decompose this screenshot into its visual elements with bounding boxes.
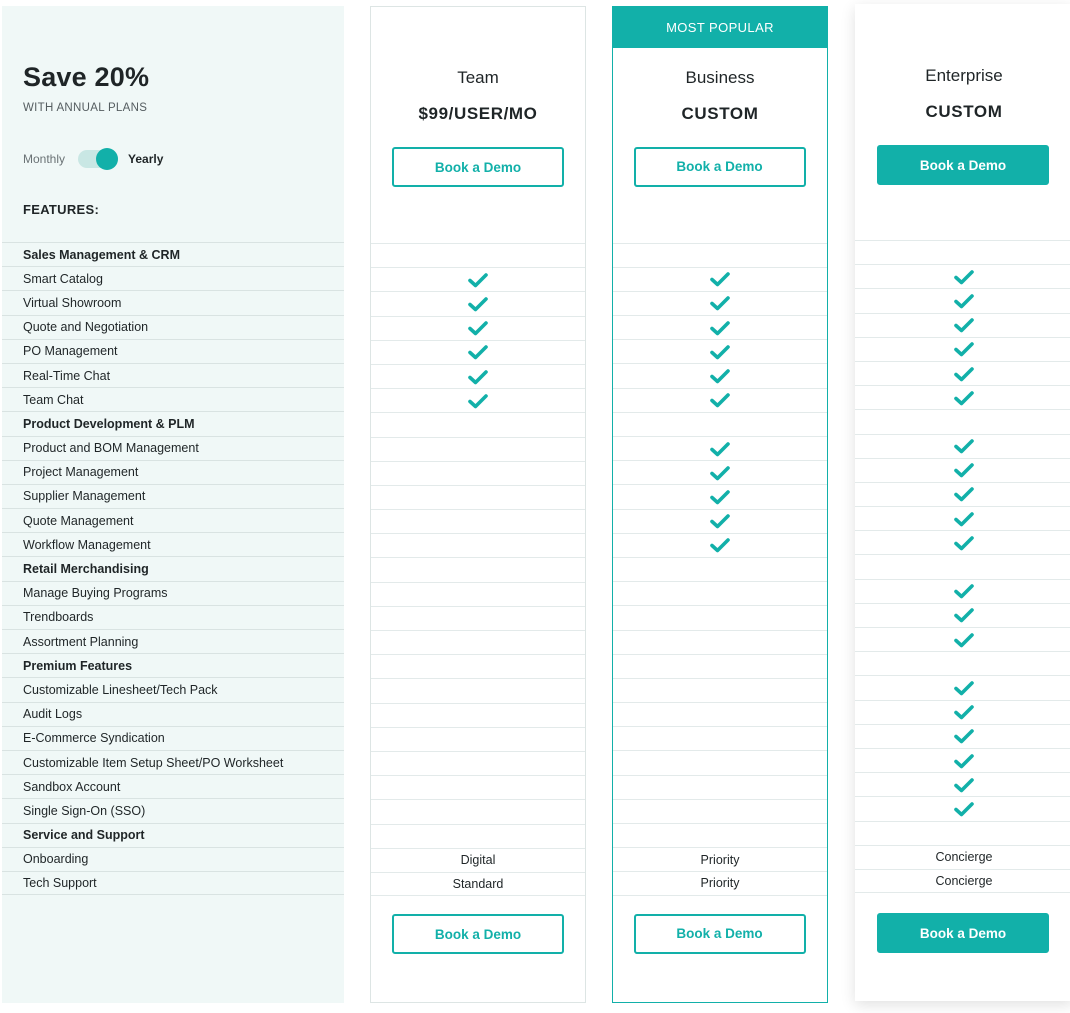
feature-cell-empty <box>371 678 585 702</box>
feature-cell <box>613 291 827 315</box>
feature-section-heading: Service and Support <box>2 823 344 847</box>
plan-enterprise <box>855 4 1070 1001</box>
feature-row: Quote Management <box>2 508 344 532</box>
feature-cell-empty <box>371 606 585 630</box>
feature-cell-empty <box>613 702 827 726</box>
feature-cell-empty <box>613 243 827 267</box>
check-icon <box>954 753 974 769</box>
check-icon <box>710 441 730 457</box>
feature-row: Project Management <box>2 460 344 484</box>
feature-cell <box>371 291 585 315</box>
check-icon <box>710 320 730 336</box>
feature-cell <box>371 364 585 388</box>
plan-business <box>612 6 828 1003</box>
feature-cell-empty <box>613 750 827 774</box>
check-icon <box>954 438 974 454</box>
feature-row: Workflow Management <box>2 532 344 556</box>
check-icon <box>954 317 974 333</box>
feature-cell <box>855 675 1070 699</box>
feature-row: Assortment Planning <box>2 629 344 653</box>
check-icon <box>710 368 730 384</box>
feature-cell-empty <box>371 727 585 751</box>
feature-section-heading: Sales Management & CRM <box>2 242 344 266</box>
check-icon <box>954 704 974 720</box>
feature-cell <box>613 509 827 533</box>
check-icon <box>468 369 488 385</box>
feature-row: PO Management <box>2 339 344 363</box>
feature-cell <box>855 337 1070 361</box>
feature-cell <box>855 772 1070 796</box>
plan-name: Team <box>457 68 499 87</box>
feature-cell-empty <box>613 581 827 605</box>
feature-row: Audit Logs <box>2 702 344 726</box>
check-icon <box>954 777 974 793</box>
feature-cell-empty <box>613 412 827 436</box>
plan-name: Business <box>685 68 755 87</box>
feature-cell-empty <box>371 509 585 533</box>
feature-row: Real-Time Chat <box>2 363 344 387</box>
feature-cell <box>855 603 1070 627</box>
feature-cell-text: Concierge <box>855 845 1070 869</box>
feature-cell-empty <box>855 240 1070 264</box>
feature-cell <box>855 361 1070 385</box>
feature-cell-empty <box>371 557 585 581</box>
save-title: Save 20% <box>23 62 150 92</box>
feature-cell <box>613 484 827 508</box>
feature-row: Customizable Item Setup Sheet/PO Worksheet <box>2 750 344 774</box>
feature-cell-empty <box>855 409 1070 433</box>
feature-cell-empty <box>371 799 585 823</box>
feature-cell-empty <box>855 651 1070 675</box>
feature-cell-text: Concierge <box>855 869 1070 893</box>
feature-cell-empty <box>371 751 585 775</box>
check-icon <box>468 272 488 288</box>
feature-list <box>2 242 344 895</box>
check-icon <box>954 511 974 527</box>
check-icon <box>710 537 730 553</box>
feature-cell <box>855 530 1070 554</box>
feature-row: Product and BOM Management <box>2 436 344 460</box>
feature-cell <box>855 627 1070 651</box>
check-icon <box>954 341 974 357</box>
feature-cell <box>855 700 1070 724</box>
feature-cell <box>855 313 1070 337</box>
feature-cell-empty <box>371 703 585 727</box>
feature-cell <box>855 482 1070 506</box>
feature-cell <box>855 748 1070 772</box>
feature-cell-empty <box>613 799 827 823</box>
book-demo-button[interactable]: Book a Demo <box>634 147 806 187</box>
check-icon <box>468 320 488 336</box>
feature-cell <box>371 267 585 291</box>
check-icon <box>954 632 974 648</box>
feature-cell-empty <box>371 437 585 461</box>
plan-cells <box>613 243 827 896</box>
feature-cell-empty <box>613 775 827 799</box>
feature-cell-text: Priority <box>613 847 827 871</box>
feature-cell <box>855 288 1070 312</box>
book-demo-bottom-button[interactable]: Book a Demo <box>392 914 564 954</box>
feature-cell-empty <box>613 678 827 702</box>
feature-row: Manage Buying Programs <box>2 581 344 605</box>
feature-section-heading: Retail Merchandising <box>2 556 344 580</box>
feature-cell-empty <box>371 824 585 848</box>
feature-cell <box>613 267 827 291</box>
feature-row: Team Chat <box>2 387 344 411</box>
feature-cell <box>855 796 1070 820</box>
book-demo-button[interactable]: Book a Demo <box>877 145 1049 185</box>
feature-section-heading: Product Development & PLM <box>2 411 344 435</box>
check-icon <box>710 295 730 311</box>
check-icon <box>468 393 488 409</box>
feature-cell <box>613 315 827 339</box>
feature-cell <box>613 436 827 460</box>
check-icon <box>954 607 974 623</box>
save-subtitle: WITH ANNUAL PLANS <box>23 102 148 114</box>
book-demo-button[interactable]: Book a Demo <box>392 147 564 187</box>
plan-cells <box>855 240 1070 893</box>
check-icon <box>954 269 974 285</box>
plan-price: CUSTOM <box>681 104 759 123</box>
check-icon <box>954 728 974 744</box>
feature-cell-text: Standard <box>371 872 585 896</box>
feature-cell-empty <box>613 654 827 678</box>
feature-cell-text: Digital <box>371 848 585 872</box>
toggle-yearly-label[interactable]: Yearly <box>128 152 164 166</box>
plan-cells <box>371 243 585 896</box>
feature-cell <box>855 458 1070 482</box>
feature-cell <box>855 579 1070 603</box>
feature-cell <box>371 340 585 364</box>
feature-row: Customizable Linesheet/Tech Pack <box>2 677 344 701</box>
check-icon <box>710 271 730 287</box>
feature-cell <box>371 316 585 340</box>
check-icon <box>954 390 974 406</box>
feature-cell-empty <box>855 554 1070 578</box>
plan-team <box>370 6 586 1003</box>
check-icon <box>954 680 974 696</box>
check-icon <box>710 513 730 529</box>
feature-cell-empty <box>371 243 585 267</box>
feature-section-heading: Premium Features <box>2 653 344 677</box>
check-icon <box>710 344 730 360</box>
feature-cell-empty <box>371 582 585 606</box>
check-icon <box>954 583 974 599</box>
plan-name: Enterprise <box>925 66 1003 85</box>
feature-cell <box>371 388 585 412</box>
feature-row: Onboarding <box>2 847 344 871</box>
feature-panel <box>2 6 344 1003</box>
toggle-monthly-label[interactable]: Monthly <box>23 152 66 166</box>
check-icon <box>710 489 730 505</box>
feature-cell-empty <box>855 821 1070 845</box>
feature-cell <box>855 434 1070 458</box>
book-demo-bottom-button[interactable]: Book a Demo <box>634 914 806 954</box>
feature-row: Quote and Negotiation <box>2 315 344 339</box>
check-icon <box>468 344 488 360</box>
feature-row: Virtual Showroom <box>2 290 344 314</box>
billing-toggle[interactable] <box>78 150 118 168</box>
book-demo-bottom-button[interactable]: Book a Demo <box>877 913 1049 953</box>
feature-cell <box>855 724 1070 748</box>
feature-cell <box>613 533 827 557</box>
check-icon <box>710 392 730 408</box>
most-popular-badge: MOST POPULAR <box>613 7 827 48</box>
plan-price: CUSTOM <box>925 102 1003 121</box>
feature-row: Tech Support <box>2 871 344 895</box>
feature-cell-empty <box>371 654 585 678</box>
feature-cell <box>613 339 827 363</box>
features-heading: FEATURES: <box>23 202 100 217</box>
feature-cell <box>855 506 1070 530</box>
feature-cell-empty <box>613 823 827 847</box>
check-icon <box>954 486 974 502</box>
check-icon <box>954 462 974 478</box>
feature-cell-empty <box>371 775 585 799</box>
check-icon <box>954 293 974 309</box>
feature-cell <box>613 388 827 412</box>
feature-row: Trendboards <box>2 605 344 629</box>
feature-cell-empty <box>613 557 827 581</box>
feature-cell-empty <box>371 485 585 509</box>
plan-price: $99/USER/MO <box>418 104 538 123</box>
billing-toggle-row <box>23 148 163 170</box>
feature-cell-empty <box>371 533 585 557</box>
feature-cell-empty <box>613 726 827 750</box>
feature-row: Supplier Management <box>2 484 344 508</box>
feature-cell-empty <box>371 461 585 485</box>
feature-cell <box>855 264 1070 288</box>
feature-cell-empty <box>613 630 827 654</box>
feature-row: E-Commerce Syndication <box>2 726 344 750</box>
feature-row: Single Sign-On (SSO) <box>2 798 344 822</box>
feature-cell-empty <box>613 605 827 629</box>
feature-cell-empty <box>371 630 585 654</box>
check-icon <box>468 296 488 312</box>
toggle-knob[interactable] <box>96 148 118 170</box>
feature-cell <box>855 385 1070 409</box>
feature-cell-empty <box>371 412 585 436</box>
feature-cell-text: Priority <box>613 871 827 895</box>
feature-row: Smart Catalog <box>2 266 344 290</box>
feature-cell <box>613 363 827 387</box>
check-icon <box>710 465 730 481</box>
feature-cell <box>613 460 827 484</box>
check-icon <box>954 366 974 382</box>
check-icon <box>954 535 974 551</box>
feature-row: Sandbox Account <box>2 774 344 798</box>
check-icon <box>954 801 974 817</box>
